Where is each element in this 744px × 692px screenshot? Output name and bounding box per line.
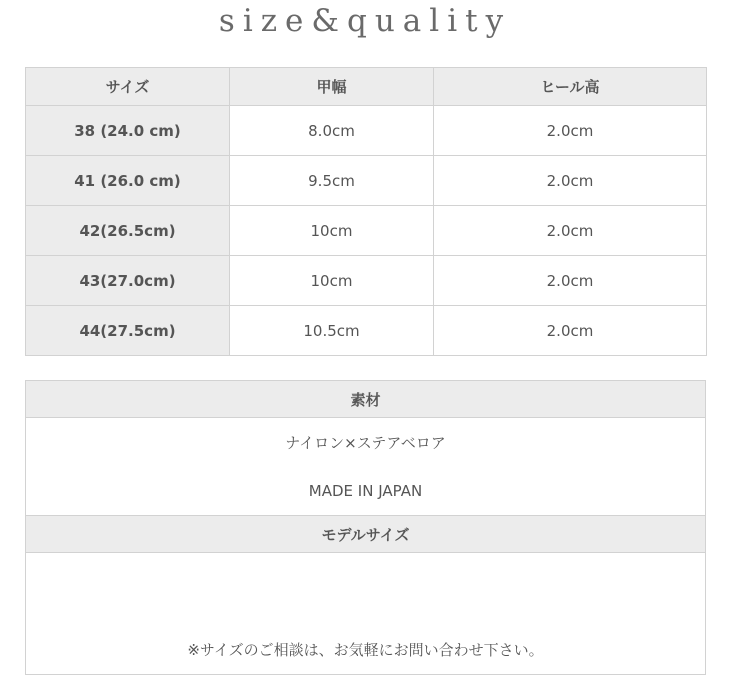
width-cell: 10cm — [230, 206, 434, 256]
width-cell: 9.5cm — [230, 156, 434, 206]
size-cell: 44(27.5cm) — [26, 306, 230, 356]
width-cell: 8.0cm — [230, 106, 434, 156]
heel-cell: 2.0cm — [434, 106, 707, 156]
header-width: 甲幅 — [230, 68, 434, 106]
table-row — [26, 206, 707, 256]
model-size-header: モデルサイズ — [26, 516, 706, 553]
size-cell: 38 (24.0 cm) — [26, 106, 230, 156]
size-cell: 41 (26.0 cm) — [26, 156, 230, 206]
header-heel-height: ヒール高 — [434, 68, 707, 106]
heel-cell: 2.0cm — [434, 256, 707, 306]
heel-cell: 2.0cm — [434, 156, 707, 206]
size-table-header-row — [26, 68, 707, 106]
consultation-note: ※サイズのご相談は、お気軽にお問い合わせ下さい。 — [187, 641, 544, 659]
model-size-info — [26, 553, 706, 675]
header-size: サイズ — [26, 68, 230, 106]
width-cell: 10cm — [230, 256, 434, 306]
material-table — [25, 380, 706, 675]
origin-text: MADE IN JAPAN — [308, 481, 423, 500]
size-cell: 42(26.5cm) — [26, 206, 230, 256]
width-cell: 10.5cm — [230, 306, 434, 356]
size-cell: 43(27.0cm) — [26, 256, 230, 306]
material-header: 素材 — [26, 381, 706, 418]
table-row — [26, 106, 707, 156]
table-row — [26, 256, 707, 306]
table-row — [26, 306, 707, 356]
page-title: size&quality — [218, 3, 512, 39]
heel-cell: 2.0cm — [434, 206, 707, 256]
material-info — [26, 418, 706, 516]
heel-cell: 2.0cm — [434, 306, 707, 356]
table-row — [26, 156, 707, 206]
size-table — [25, 67, 707, 356]
material-text: ナイロン×ステアベロア — [285, 433, 446, 452]
